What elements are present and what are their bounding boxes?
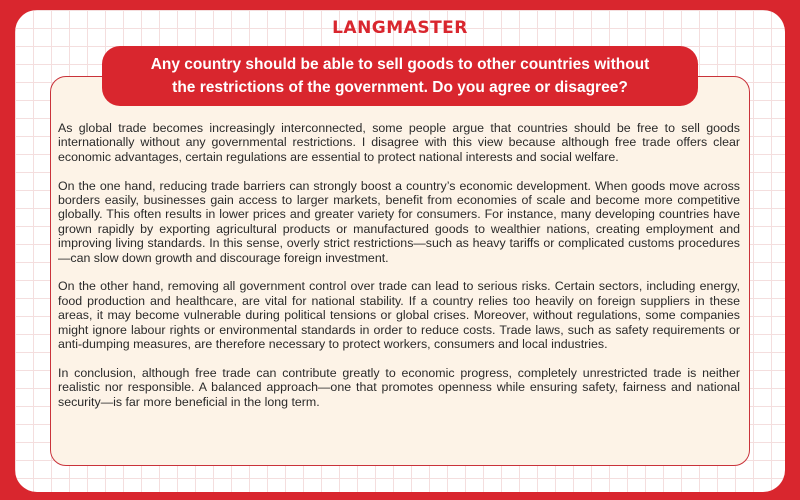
essay-paragraph-introduction: As global trade becomes increasingly interconnected, some people argue that countries should be free to sell goods internationally without any governmental restrictions. I disagree with this view because although free trade offers clear economic advantages, certain regulations are essential to protect national interests and social welfare.: [58, 121, 740, 164]
essay-paragraph-body-2: On the other hand, removing all government control over trade can lead to serious risks. Certain sectors, including energy, food production and healthcare, are vital for national stability. If a country relies too heavily on foreign suppliers in these areas, it may become vulnerable during political tensions or global crises. Moreover, without regulations, some companies might ignore labour rights or environmental standards in order to reduce costs. Trade laws, such as safety requirements or anti-dumping measures, are therefore necessary to protect workers, consumers and local industries.: [58, 279, 740, 352]
question-banner: [102, 46, 698, 106]
brand-logo: LANGMASTER: [332, 18, 468, 38]
essay-paragraph-conclusion: In conclusion, although free trade can contribute greatly to economic progress, completely unrestricted trade is neither realistic nor responsible. A balanced approach—one that promotes openness while ensuring safety, fairness and national security—is far more beneficial in the long term.: [58, 365, 740, 409]
question-text: [141, 53, 660, 99]
question-line-2: the restrictions of the government. Do you agree or disagree?: [172, 79, 628, 96]
essay-body: [58, 121, 740, 409]
essay-paragraph-body-1: On the one hand, reducing trade barriers can strongly boost a country’s economic development. When goods move across borders easily, businesses gain access to larger markets, benefit from economies of scale and become more competitive globally. This often results in lower prices and greater variety for consumers. For instance, many developing countries have grown rapidly by exporting agricultural products or manufactured goods to wealthier nations, creating employment and improving living standards. In this sense, overly strict restrictions—such as heavy tariffs or complicated customs procedures—can slow down growth and discourage foreign investment.: [58, 178, 740, 265]
question-line-1: Any country should be able to sell goods to other countries without: [150, 56, 650, 73]
